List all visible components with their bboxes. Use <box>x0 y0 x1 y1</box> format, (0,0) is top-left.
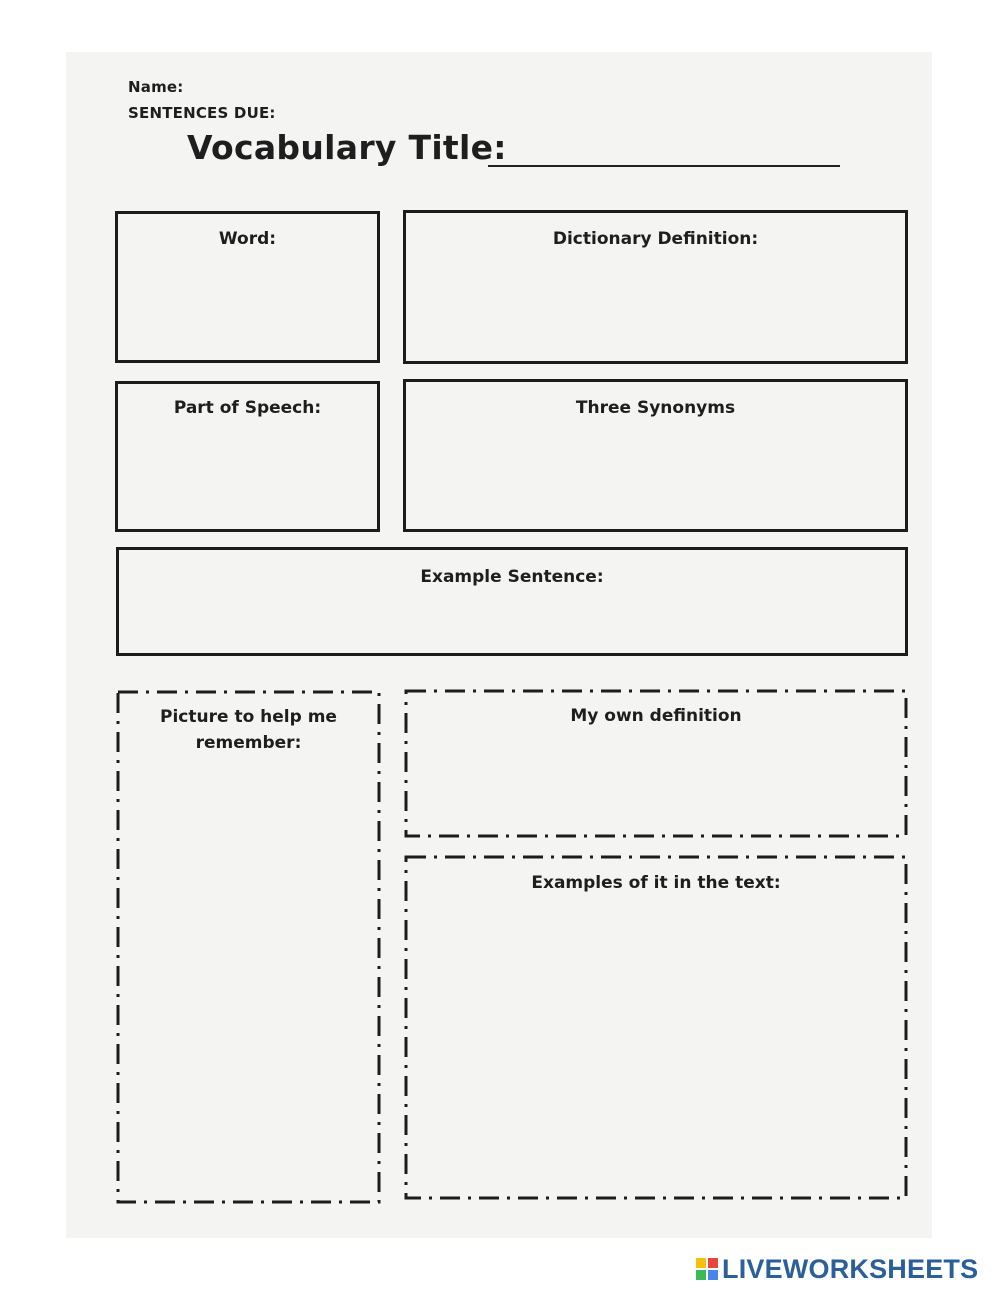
own-definition-box[interactable] <box>406 691 906 836</box>
name-label: Name: <box>128 78 184 96</box>
brand-name: LIVEWORKSHEETS <box>722 1253 979 1284</box>
own-definition-label: My own definition <box>570 706 742 726</box>
picture-label: Picture to help me remember: <box>160 707 337 753</box>
part-of-speech-label: Part of Speech: <box>173 398 322 418</box>
examples-in-text-box[interactable] <box>406 857 906 1198</box>
sentences-due-label: SENTENCES DUE: <box>128 104 276 122</box>
word-label: Word: <box>218 229 277 249</box>
example-sentence-label: Example Sentence: <box>420 567 604 587</box>
dictionary-definition-label: Dictionary Definition: <box>552 229 759 249</box>
liveworksheets-logo <box>696 1254 978 1284</box>
examples-in-text-label: Examples of it in the text: <box>531 873 781 893</box>
vocabulary-title: Vocabulary Title: <box>187 128 507 167</box>
three-synonyms-label: Three Synonyms <box>575 398 736 418</box>
liveworksheets-icon <box>696 1258 718 1280</box>
picture-box[interactable] <box>118 692 379 1202</box>
